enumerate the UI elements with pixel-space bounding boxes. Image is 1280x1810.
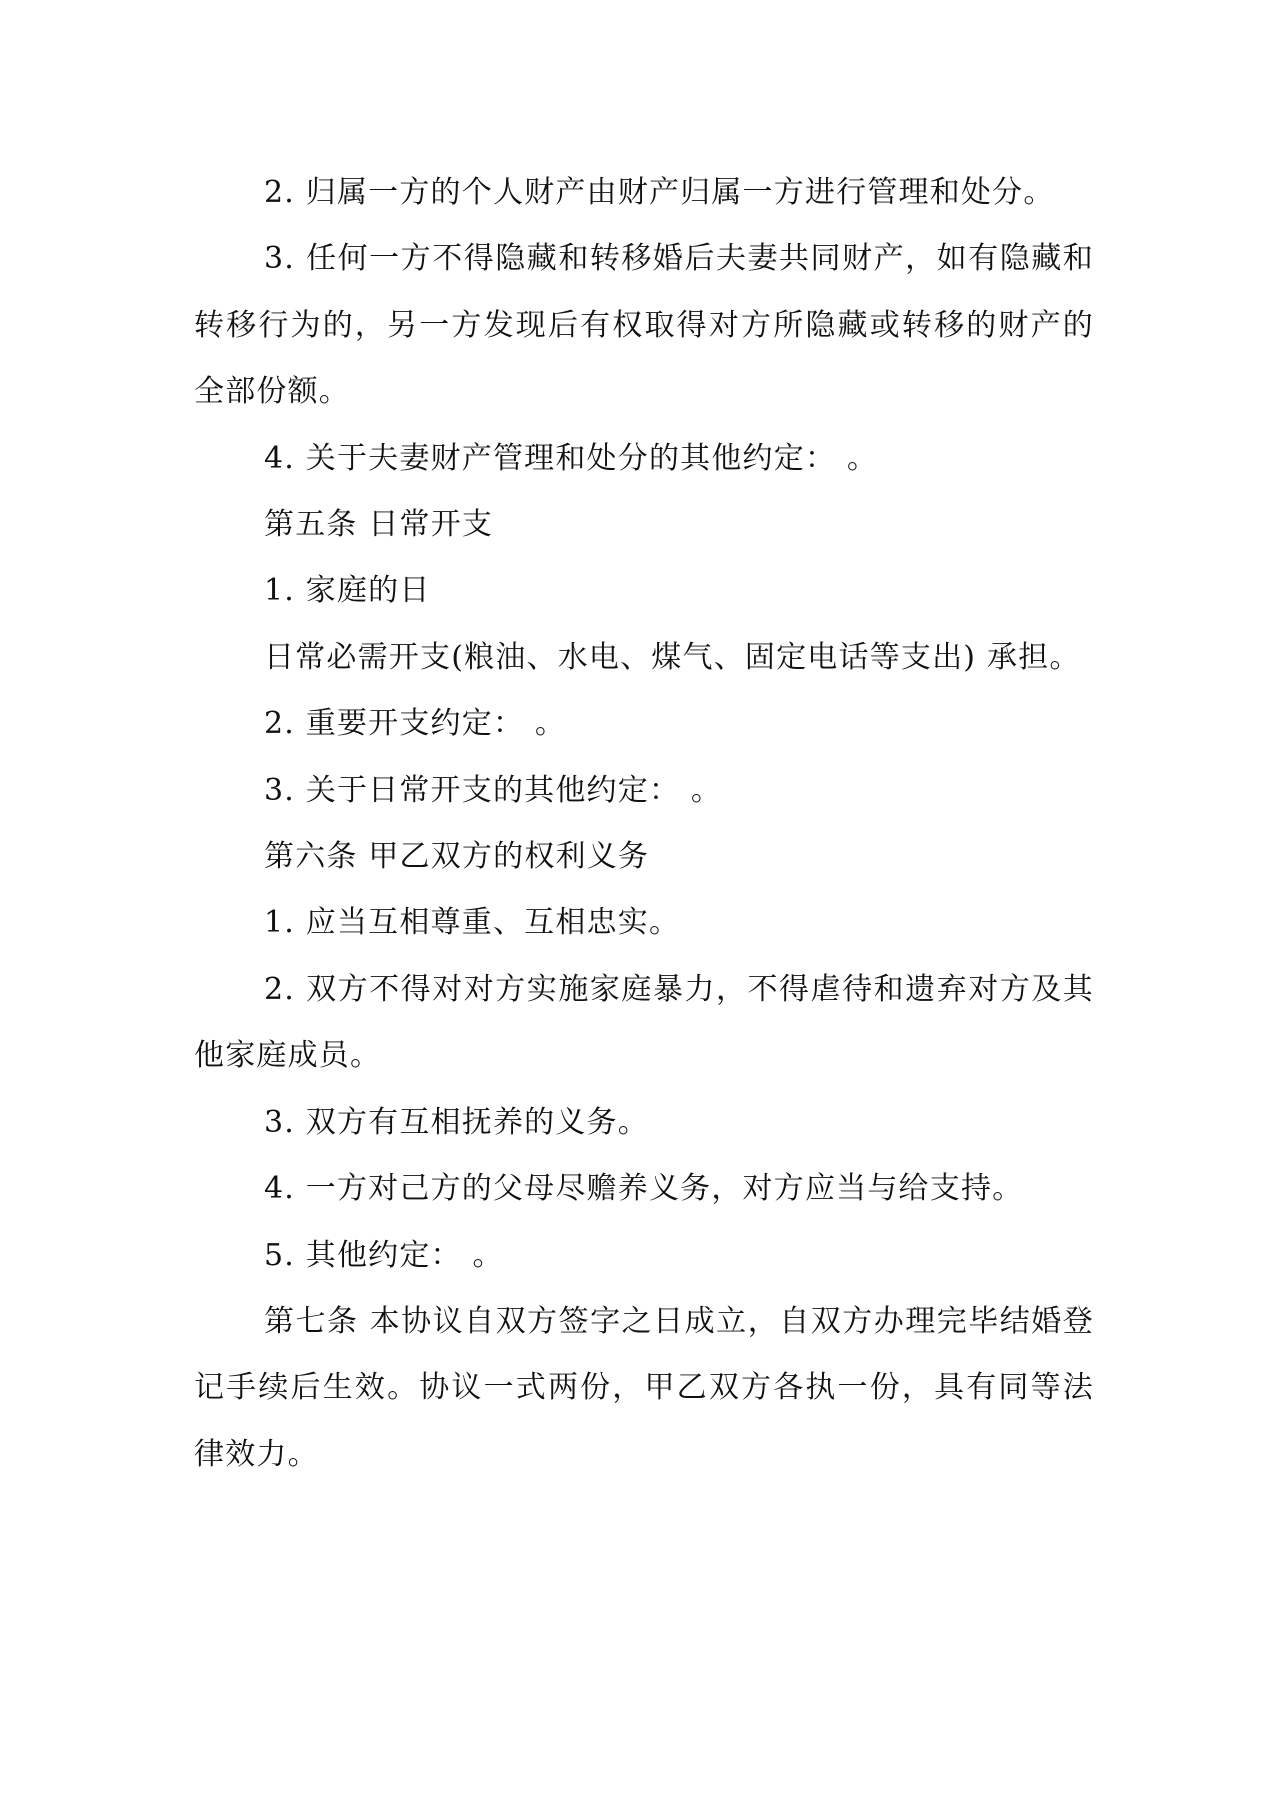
paragraph: 3. 任何一方不得隐藏和转移婚后夫妻共同财产，如有隐藏和转移行为的，另一方发现后有权取得对方所隐藏或转移的财产的全部份额。 — [194, 241, 1094, 410]
paragraph: 2. 归属一方的个人财产由财产归属一方进行管理和处分。 — [264, 175, 1055, 210]
paragraph: 2. 双方不得对对方实施家庭暴力，不得虐待和遗弃对方及其他家庭成员。 — [194, 971, 1094, 1074]
section-heading: 第五条 日常开支 — [264, 507, 494, 543]
paragraph: 3. 关于日常开支的其他约定： 。 — [264, 772, 723, 808]
paragraph: 4. 关于夫妻财产管理和处分的其他约定： 。 — [264, 440, 879, 476]
paragraph: 4. 一方对己方的父母尽赡养义务，对方应当与给支持。 — [264, 1171, 1024, 1207]
paragraph: 3. 双方有互相抚养的义务。 — [264, 1104, 649, 1140]
paragraph: 日常必需开支(粮油、水电、煤气、固定电话等支出) 承担。 — [264, 639, 1081, 675]
section-heading: 第七条 本协议自双方签字之日成立，自双方办理完毕结婚登记手续后生效。协议一式两份，甲乙双方各执一份，具有同等法律效力。 — [194, 1303, 1094, 1472]
paragraph: 1. 家庭的日 — [264, 573, 431, 609]
paragraph: 2. 重要开支约定： 。 — [264, 706, 567, 742]
paragraph: 1. 应当互相尊重、互相忠实。 — [264, 905, 681, 941]
document-page — [194, 160, 1094, 1488]
paragraph: 5. 其他约定： 。 — [264, 1237, 504, 1273]
section-heading: 第六条 甲乙双方的权利义务 — [264, 839, 650, 875]
